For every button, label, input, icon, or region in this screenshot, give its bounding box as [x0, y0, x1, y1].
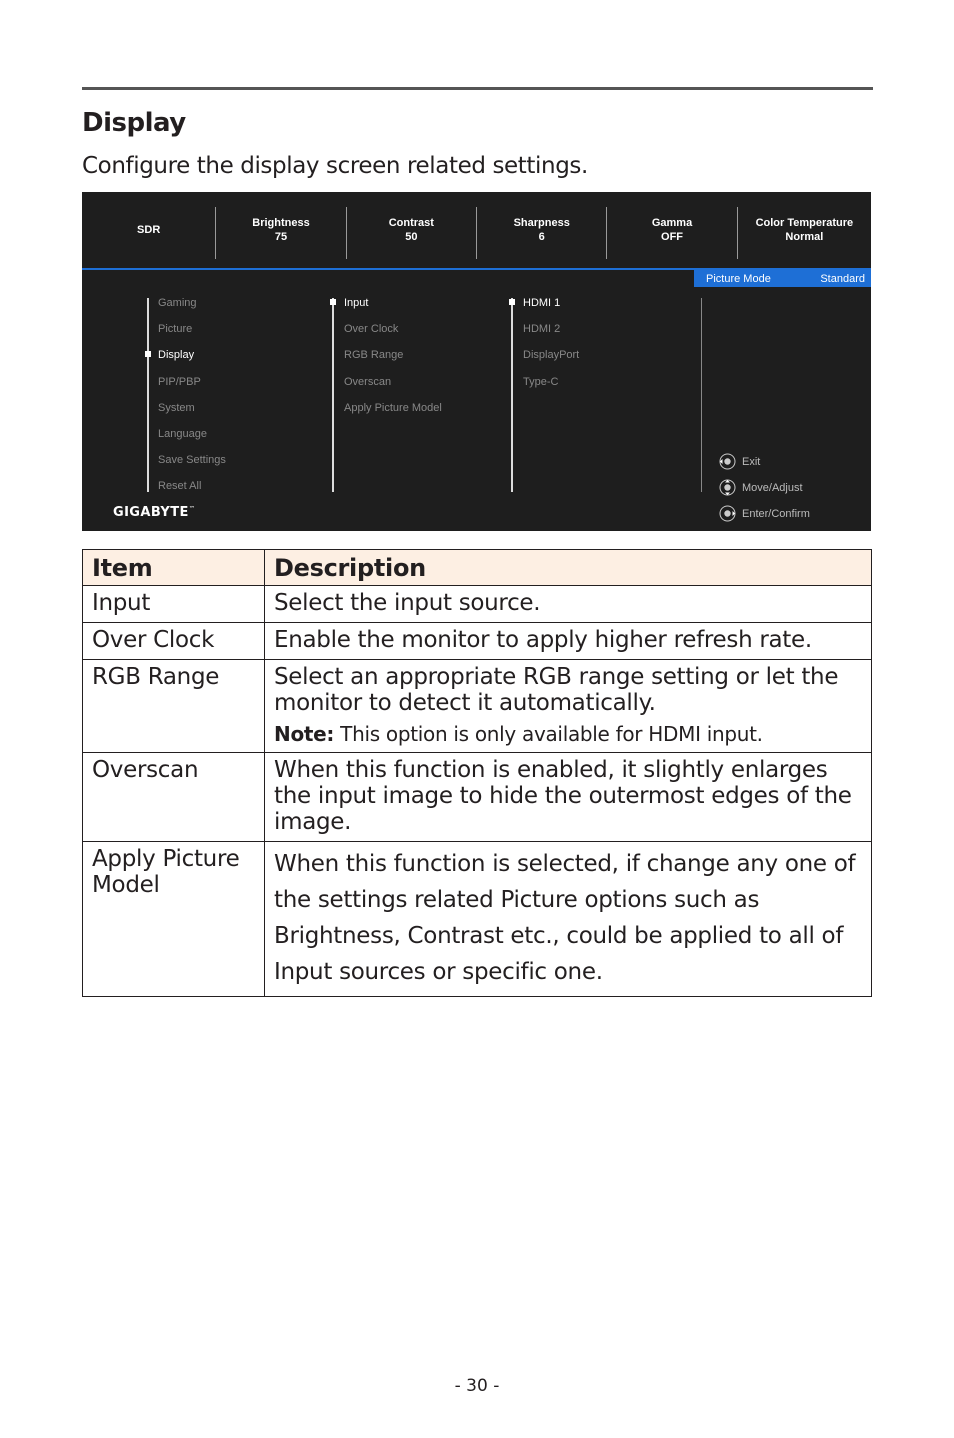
row-description: When this function is selected, if change any one of the settings related Picture options such as Brightness, Contrast etc., could be applied to all of Input sources or specific one. [265, 842, 872, 997]
option-hdmi-1[interactable]: HDMI 1 [523, 297, 561, 309]
table-header-row [83, 550, 872, 586]
menu-item-picture[interactable]: Picture [158, 323, 193, 336]
nav-hint-label: Exit [742, 455, 761, 468]
table-row [83, 753, 872, 842]
table-row [83, 660, 872, 753]
osd-status-value: Normal [785, 231, 824, 243]
menu-item-display[interactable]: Display [158, 349, 195, 362]
menu-item-save-settings[interactable]: Save Settings [158, 454, 226, 467]
osd-status-brightness [216, 192, 345, 268]
osd-status-value: 75 [274, 231, 288, 243]
osd-status-sdr [82, 192, 215, 268]
submenu-item-apply-picture-model[interactable]: Apply Picture Model [344, 401, 442, 414]
row-item: RGB Range [83, 660, 265, 753]
section-title: Display [82, 108, 186, 138]
osd-options-menu [523, 296, 579, 401]
submenu-item-rgb-range[interactable]: RGB Range [344, 349, 404, 362]
row-description-cell [265, 660, 872, 753]
column-header-item: Item [83, 550, 265, 586]
logo-text: GIGABYTE [113, 505, 189, 520]
selection-marker-icon [145, 351, 151, 357]
table-row [83, 842, 872, 997]
osd-status-value: 50 [405, 231, 418, 243]
gigabyte-logo [113, 505, 195, 520]
osd-status-label: Gamma [651, 217, 693, 229]
osd-status-value: 6 [538, 231, 545, 243]
osd-status-gamma [607, 192, 736, 268]
row-description: Enable the monitor to apply higher refresh rate. [265, 623, 872, 660]
settings-table [82, 549, 872, 997]
nav-hint-label: Enter/Confirm [742, 507, 810, 520]
osd-status-contrast [347, 192, 476, 268]
menu-divider [701, 298, 702, 492]
osd-main-menu [158, 296, 226, 506]
osd-status-label: Color Temperature [755, 217, 854, 229]
row-item: Over Clock [83, 623, 265, 660]
joystick-updown-icon [719, 479, 736, 496]
osd-status-bar [82, 192, 871, 268]
option-displayport[interactable]: DisplayPort [523, 349, 580, 362]
picture-mode-label: Picture Mode [706, 272, 771, 285]
row-description: Select the input source. [265, 586, 872, 623]
selection-marker-icon [330, 299, 336, 305]
nav-hint-exit [719, 453, 760, 470]
page-number: - 30 - [454, 1376, 500, 1396]
note-text: This option is only available for HDMI input. [334, 722, 763, 746]
osd-status-color-temperature [738, 192, 871, 268]
osd-sub-menu [344, 296, 442, 427]
menu-item-pip-pbp[interactable]: PIP/PBP [158, 375, 201, 388]
nav-hint-label: Move/Adjust [742, 481, 803, 494]
submenu-item-input[interactable]: Input [344, 297, 369, 309]
osd-status-label: Brightness [252, 217, 310, 229]
osd-status-label: SDR [137, 224, 161, 236]
table-row [83, 586, 872, 623]
submenu-item-overscan[interactable]: Overscan [344, 375, 392, 388]
menu-divider [332, 298, 334, 492]
osd-picture-mode-bar [694, 270, 871, 287]
joystick-left-icon [719, 453, 736, 470]
row-item: Overscan [83, 753, 265, 842]
row-note [274, 722, 862, 746]
nav-hint-move [719, 479, 803, 496]
picture-mode-value: Standard [820, 272, 865, 285]
osd-status-label: Sharpness [513, 217, 570, 229]
row-description: Select an appropriate RGB range setting or let the monitor to detect it automatically. [274, 664, 839, 716]
table-row [83, 623, 872, 660]
menu-item-language[interactable]: Language [158, 427, 207, 440]
menu-item-reset-all[interactable]: Reset All [158, 480, 202, 493]
menu-divider [147, 298, 149, 492]
top-rule [82, 87, 873, 90]
section-subtitle: Configure the display screen related settings. [82, 153, 588, 179]
menu-item-system[interactable]: System [158, 401, 195, 414]
osd-status-label: Contrast [388, 217, 434, 229]
note-label: Note: [274, 722, 335, 746]
logo-trademark: ™ [188, 505, 196, 513]
row-item: Input [83, 586, 265, 623]
joystick-right-icon [719, 505, 736, 522]
osd-status-value: OFF [661, 231, 684, 243]
osd-screenshot [82, 192, 871, 531]
option-hdmi-2[interactable]: HDMI 2 [523, 323, 561, 336]
option-type-c[interactable]: Type-C [523, 375, 559, 388]
nav-hint-enter [719, 505, 810, 522]
osd-status-sharpness [477, 192, 606, 268]
menu-divider [511, 298, 513, 492]
submenu-item-over-clock[interactable]: Over Clock [344, 323, 399, 336]
selection-marker-icon [509, 299, 515, 305]
row-description: When this function is enabled, it slightly enlarges the input image to hide the outermost edges of the image. [265, 753, 872, 842]
column-header-description: Description [265, 550, 872, 586]
menu-item-gaming[interactable]: Gaming [158, 297, 197, 309]
row-item: Apply Picture Model [83, 842, 265, 997]
